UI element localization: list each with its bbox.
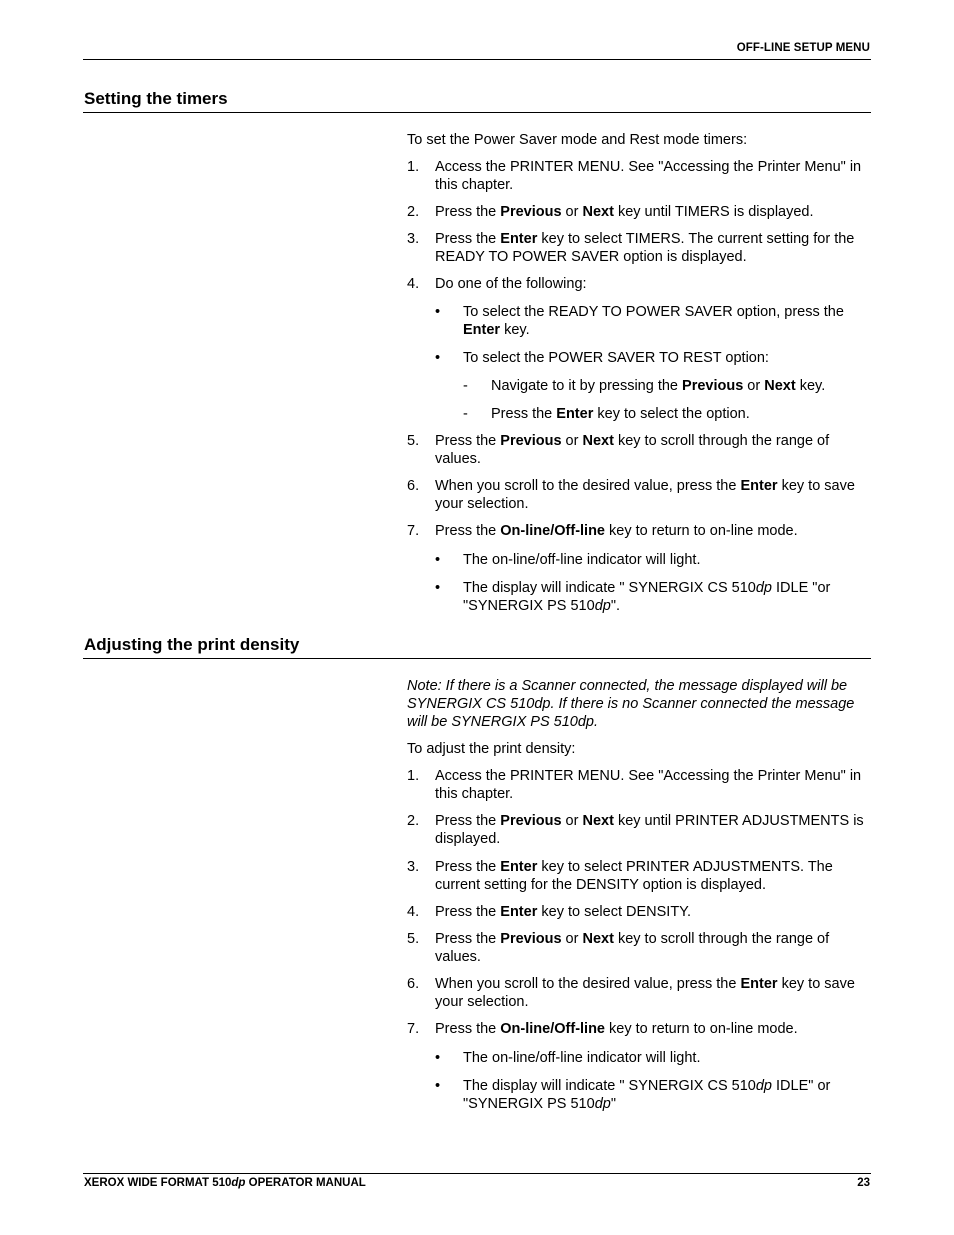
step-item bbox=[407, 812, 873, 848]
step-text: Press the On-line/Off-line key to return to on-line mode. bbox=[435, 523, 798, 539]
step-text: Press the Previous or Next key to scroll through the range of values. bbox=[435, 931, 830, 965]
dash-glyph: - bbox=[463, 378, 468, 394]
step-item bbox=[407, 203, 873, 221]
step-number: 1. bbox=[407, 159, 420, 175]
step-number: 2. bbox=[407, 204, 420, 220]
bullet-glyph: • bbox=[435, 580, 441, 596]
step-text: Access the PRINTER MENU. See "Accessing the Printer Menu" in this chapter. bbox=[435, 159, 862, 193]
step-text: Press the Previous or Next key to scroll through the range of values. bbox=[435, 433, 830, 467]
dash-item bbox=[407, 405, 873, 423]
bullet-glyph: • bbox=[435, 1078, 441, 1094]
step-item bbox=[407, 432, 873, 468]
dash-item bbox=[407, 377, 873, 395]
step-item bbox=[407, 930, 873, 966]
bullet-item bbox=[407, 303, 873, 339]
running-header bbox=[83, 41, 871, 60]
step-item bbox=[407, 767, 873, 803]
step-number: 4. bbox=[407, 904, 420, 920]
step-text: Access the PRINTER MENU. See "Accessing the Printer Menu" in this chapter. bbox=[435, 768, 862, 802]
step-item bbox=[407, 522, 873, 540]
bullet-text: To select the READY TO POWER SAVER option, press the Enter key. bbox=[463, 304, 844, 338]
step-item bbox=[407, 477, 873, 513]
step-text: When you scroll to the desired value, press the Enter key to save your selection. bbox=[435, 478, 855, 512]
key-name: On-line/Off-line bbox=[500, 1021, 605, 1037]
key-name: Next bbox=[582, 433, 614, 449]
key-name: On-line/Off-line bbox=[500, 523, 605, 539]
running-footer bbox=[83, 1173, 871, 1194]
step-text: Press the On-line/Off-line key to return to on-line mode. bbox=[435, 1021, 798, 1037]
key-name: Enter bbox=[740, 478, 778, 494]
intro-text: To adjust the print density: bbox=[407, 741, 576, 757]
key-name: Enter bbox=[463, 322, 501, 338]
bullet-glyph: • bbox=[435, 552, 441, 568]
step-number: 6. bbox=[407, 976, 420, 992]
section-heading-timers bbox=[83, 86, 871, 113]
step-number: 4. bbox=[407, 276, 420, 292]
step-text: Do one of the following: bbox=[435, 276, 587, 292]
step-number: 6. bbox=[407, 478, 420, 494]
section-title: Adjusting the print density bbox=[84, 635, 300, 654]
bullet-text: The on-line/off-line indicator will light. bbox=[463, 1050, 701, 1066]
key-name: Previous bbox=[500, 813, 562, 829]
key-name: Enter bbox=[556, 406, 594, 422]
running-header-title: OFF-LINE SETUP MENU bbox=[736, 42, 870, 54]
key-name: Enter bbox=[740, 976, 778, 992]
bullet-item bbox=[407, 349, 873, 367]
key-name: Previous bbox=[500, 433, 562, 449]
key-name: Next bbox=[582, 204, 614, 220]
key-name: Enter bbox=[500, 231, 538, 247]
bullet-item bbox=[407, 551, 873, 569]
key-name: Previous bbox=[500, 204, 562, 220]
key-name: Enter bbox=[500, 859, 538, 875]
page-number: 23 bbox=[857, 1177, 870, 1189]
key-name: Previous bbox=[500, 931, 562, 947]
section-heading-density bbox=[83, 632, 871, 659]
step-number: 3. bbox=[407, 231, 420, 247]
step-number: 2. bbox=[407, 813, 420, 829]
step-item bbox=[407, 975, 873, 1011]
manual-title: XEROX WIDE FORMAT 510dp OPERATOR MANUAL bbox=[84, 1177, 366, 1189]
bullet-glyph: • bbox=[435, 1050, 441, 1066]
bullet-item bbox=[407, 1077, 873, 1113]
bullet-text: The display will indicate " SYNERGIX CS 510dp IDLE "or "SYNERGIX PS 510dp". bbox=[463, 580, 831, 614]
step-number: 7. bbox=[407, 523, 420, 539]
step-text: Press the Enter key to select PRINTER ADJUSTMENTS. The current setting for the DENSITY option is displayed. bbox=[435, 859, 833, 893]
section-title: Setting the timers bbox=[84, 89, 228, 108]
step-text: Press the Enter key to select DENSITY. bbox=[435, 904, 692, 920]
step-item bbox=[407, 158, 873, 194]
bullet-text: The display will indicate " SYNERGIX CS 510dp IDLE" or "SYNERGIX PS 510dp" bbox=[463, 1078, 831, 1112]
timers-body bbox=[407, 131, 873, 615]
step-number: 5. bbox=[407, 931, 420, 947]
bullet-text: To select the POWER SAVER TO REST option: bbox=[463, 350, 769, 366]
key-name: Next bbox=[582, 931, 614, 947]
step-number: 3. bbox=[407, 859, 420, 875]
step-number: 1. bbox=[407, 768, 420, 784]
note-text: Note: If there is a Scanner connected, the message displayed will be SYNERGIX CS 510dp. If there is no Scanner connected the message will be SYNERGIX PS 510dp. bbox=[407, 678, 855, 730]
step-item bbox=[407, 1020, 873, 1038]
step-text: Press the Previous or Next key until PRINTER ADJUSTMENTS is displayed. bbox=[435, 813, 864, 847]
bullet-glyph: • bbox=[435, 350, 441, 366]
key-name: Enter bbox=[500, 904, 538, 920]
step-item bbox=[407, 275, 873, 293]
density-body bbox=[407, 677, 873, 1113]
dash-glyph: - bbox=[463, 406, 468, 422]
step-number: 7. bbox=[407, 1021, 420, 1037]
dash-text: Navigate to it by pressing the Previous or Next key. bbox=[491, 378, 826, 394]
step-item bbox=[407, 230, 873, 266]
step-text: Press the Enter key to select TIMERS. The current setting for the READY TO POWER SAVER option is displayed. bbox=[435, 231, 855, 265]
intro-text: To set the Power Saver mode and Rest mode timers: bbox=[407, 132, 748, 148]
dash-text: Press the Enter key to select the option. bbox=[491, 406, 750, 422]
bullet-item bbox=[407, 1049, 873, 1067]
key-name: Previous bbox=[682, 378, 744, 394]
key-name: Next bbox=[582, 813, 614, 829]
bullet-glyph: • bbox=[435, 304, 441, 320]
step-text: When you scroll to the desired value, press the Enter key to save your selection. bbox=[435, 976, 855, 1010]
step-number: 5. bbox=[407, 433, 420, 449]
step-text: Press the Previous or Next key until TIMERS is displayed. bbox=[435, 204, 814, 220]
key-name: Next bbox=[764, 378, 796, 394]
bullet-text: The on-line/off-line indicator will light. bbox=[463, 552, 701, 568]
step-item bbox=[407, 858, 873, 894]
bullet-item bbox=[407, 579, 873, 615]
step-item bbox=[407, 903, 873, 921]
